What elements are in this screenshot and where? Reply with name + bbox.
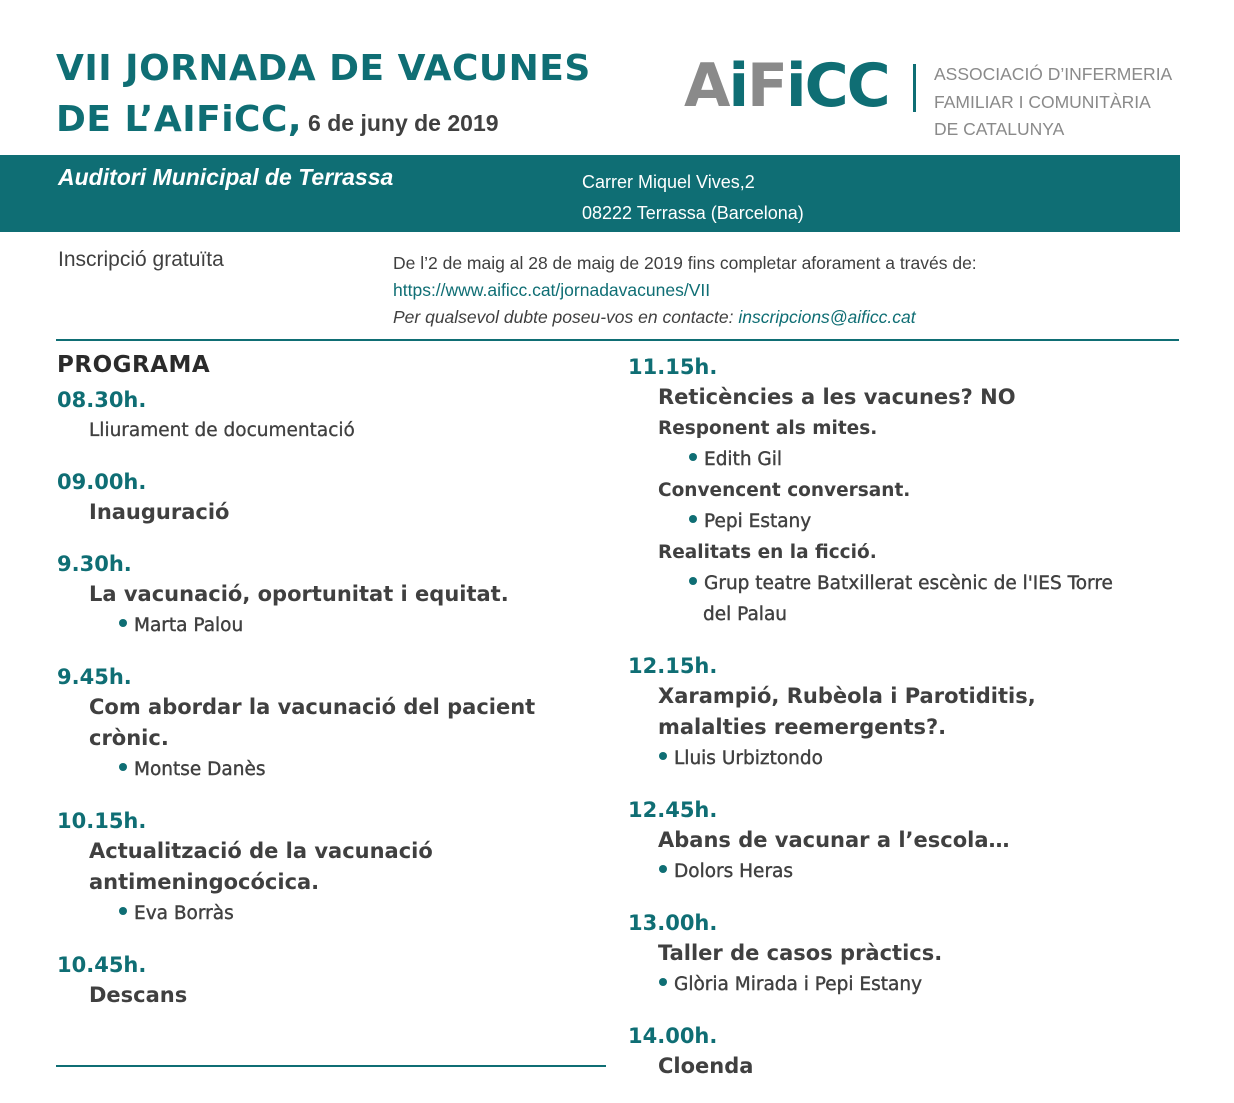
association-line3: DE CATALUNYA (934, 119, 1065, 139)
event-title-line1: VII JORNADA DE VACUNES (56, 48, 591, 89)
speaker (674, 743, 1188, 774)
contact-email-link[interactable]: inscripcions@aificc.cat (738, 307, 916, 327)
speaker-name: Eva Borràs (134, 903, 234, 924)
session-title-line2: malalties reemergents?. (658, 715, 947, 739)
contact-text: Per qualsevol dubte poseu-vos en contacte: (393, 307, 734, 327)
registration-link[interactable]: https://www.aificc.cat/jornadavacunes/VII (393, 280, 711, 300)
subsession-title: Realitats en la ficció. (658, 542, 877, 563)
speaker (134, 610, 617, 641)
session-1045 (57, 950, 617, 1011)
registration-dates: De l’2 de maig al 28 de maig de 2019 fins completar aforament a través de: (393, 253, 977, 273)
speaker (704, 506, 1188, 537)
speaker-name: Dolors Heras (674, 861, 794, 882)
session-title-line1: Com abordar la vacunació del pacient (89, 695, 536, 719)
session-title: Inauguració (89, 500, 230, 524)
session-title-line1: Actualització de la vacunació (89, 839, 433, 863)
bullet-icon (659, 865, 667, 873)
speaker (134, 754, 617, 785)
speaker-name: Montse Danès (134, 759, 266, 780)
session-0900 (57, 467, 617, 528)
session-1245 (628, 795, 1188, 887)
logo-letter-a: A (684, 51, 729, 121)
session-time: 10.45h. (57, 953, 147, 977)
session-title: Cloenda (658, 1054, 754, 1078)
logo-divider (913, 64, 916, 112)
venue-name: Auditori Municipal de Terrassa (58, 164, 394, 190)
session-time: 9.45h. (57, 665, 132, 689)
speaker (674, 969, 1188, 1000)
venue-address-line1: Carrer Miquel Vives,2 (582, 172, 755, 192)
bullet-icon (119, 619, 127, 627)
session-title-line2: antimeningocócica. (89, 870, 320, 894)
logo-letter-i: i (728, 51, 748, 121)
session-1115 (628, 352, 1188, 630)
speaker (674, 856, 1188, 887)
session-0830 (57, 385, 617, 446)
bullet-icon (689, 453, 697, 461)
session-time: 9.30h. (57, 552, 132, 576)
session-1300 (628, 908, 1188, 1000)
session-title-line1: Xarampió, Rubèola i Parotiditis, (658, 684, 1036, 708)
speaker-name: Lluis Urbiztondo (674, 748, 823, 769)
logo-letters-icc: iCC (786, 51, 889, 121)
speaker (134, 898, 617, 929)
session-title: Taller de casos pràctics. (658, 941, 943, 965)
bullet-icon (119, 907, 127, 915)
speaker (704, 568, 1188, 599)
venue-band (0, 155, 1180, 232)
venue-address-line2: 08222 Terrassa (Barcelona) (582, 203, 804, 223)
divider-top (56, 339, 1179, 341)
session-time: 11.15h. (628, 355, 718, 379)
speaker (704, 444, 1188, 475)
subsession-title: Responent als mites. (658, 418, 878, 439)
logo-letter-f: F (747, 51, 787, 121)
session-1400 (628, 1021, 1188, 1082)
session-1015 (57, 806, 617, 929)
programme-right-column (628, 352, 1188, 1103)
programme-heading: PROGRAMA (57, 352, 211, 378)
session-title: Reticències a les vacunes? NO (658, 385, 1016, 409)
association-name (934, 61, 1194, 144)
session-title-line2: crònic. (89, 726, 169, 750)
event-date: 6 de juny de 2019 (308, 110, 499, 136)
session-title: Descans (89, 983, 188, 1007)
aificc-logo (684, 51, 889, 121)
bullet-icon (689, 577, 697, 585)
session-time: 08.30h. (57, 388, 147, 412)
session-time: 14.00h. (628, 1024, 718, 1048)
event-title-line2 (56, 99, 499, 140)
divider-bottom (56, 1065, 606, 1067)
speaker-name: Glòria Mirada i Pepi Estany (674, 974, 923, 995)
speaker-name: Edith Gil (704, 449, 783, 470)
subsession-title: Convencent conversant. (658, 480, 911, 501)
registration-label: Inscripció gratuïta (58, 248, 224, 271)
bullet-icon (119, 763, 127, 771)
venue-address (582, 167, 804, 229)
bullet-icon (659, 978, 667, 986)
bullet-icon (689, 515, 697, 523)
session-0930 (57, 549, 617, 641)
registration-info (393, 250, 977, 331)
session-time: 13.00h. (628, 911, 718, 935)
programme-left-column (57, 385, 617, 1032)
speaker-name: Pepi Estany (704, 511, 812, 532)
session-time: 09.00h. (57, 470, 147, 494)
speaker-name: Marta Palou (134, 615, 244, 636)
session-title: Abans de vacunar a l’escola… (658, 828, 1010, 852)
event-title-line2-text: DE L’AIFiCC, (56, 99, 303, 140)
bullet-icon (659, 752, 667, 760)
registration-contact (393, 304, 977, 331)
speaker-name-line1: Grup teatre Batxillerat escènic de l'IES Torre (704, 573, 1113, 594)
speaker-name-line2: del Palau (703, 604, 788, 625)
association-line2: FAMILIAR I COMUNITÀRIA (934, 91, 1151, 112)
session-time: 12.45h. (628, 798, 718, 822)
session-time: 12.15h. (628, 654, 718, 678)
association-line1: ASSOCIACIÓ D’INFERMERIA (934, 64, 1173, 84)
session-1215 (628, 651, 1188, 774)
session-title: La vacunació, oportunitat i equitat. (89, 582, 509, 606)
session-title: Lliurament de documentació (89, 420, 355, 441)
session-time: 10.15h. (57, 809, 147, 833)
session-0945 (57, 662, 617, 785)
